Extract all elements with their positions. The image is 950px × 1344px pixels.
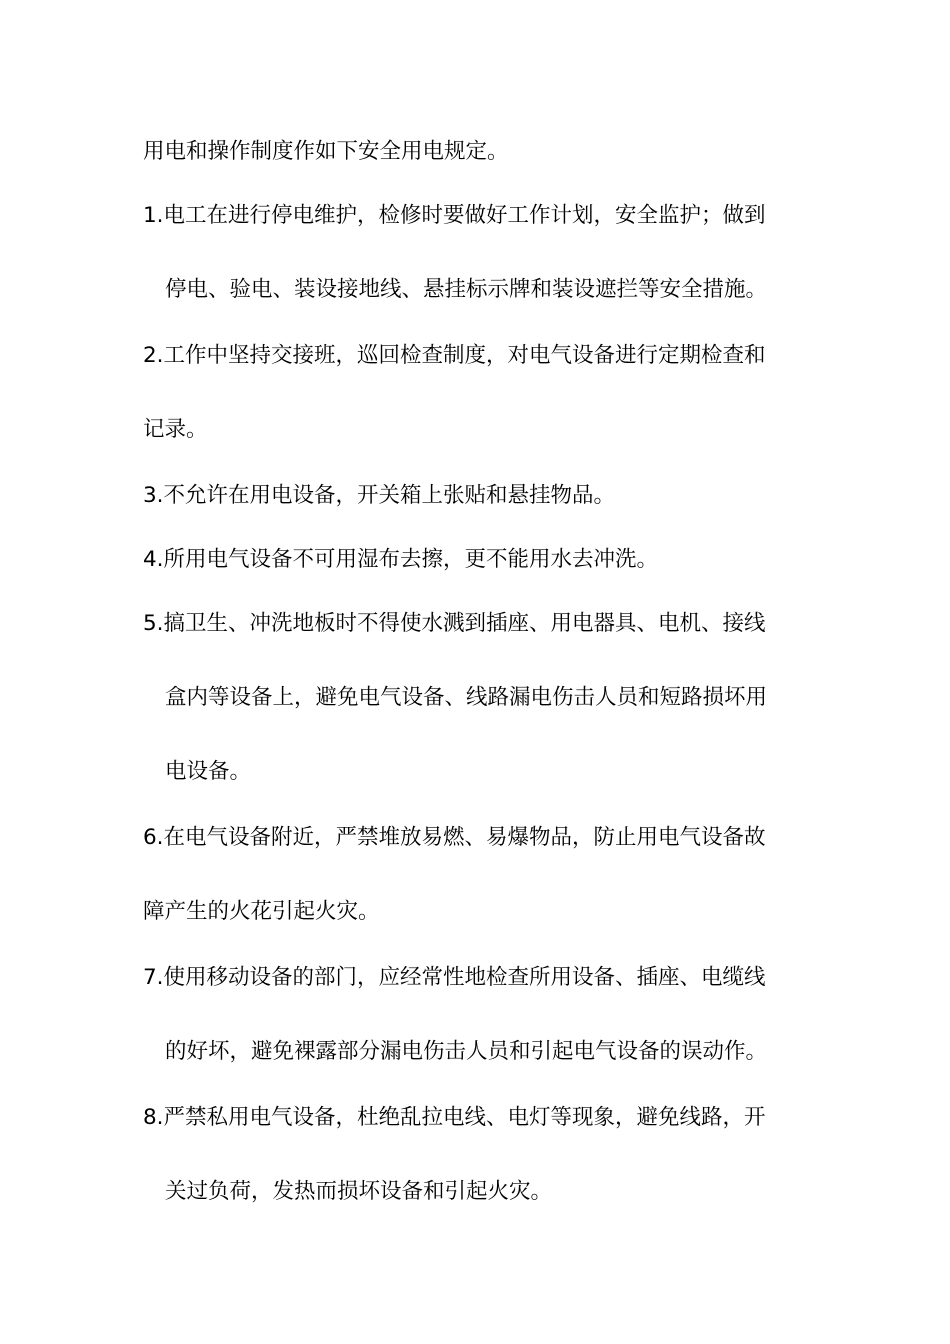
item-7-line-1 [143,964,766,992]
item-8-line-1 [143,1104,766,1132]
item-2-line-1 [143,342,766,370]
item-2-text: 工作中坚持交接班，巡回检查制度，对电气设备进行定期检查和 [163,343,766,368]
item-5-number: 5. [143,611,164,636]
item-2-number: 2. [143,343,164,368]
item-2-line-2: 记录。 [143,417,208,442]
item-1-line-1 [143,202,766,230]
item-6-text: 在电气设备附近，严禁堆放易燃、易爆物品，防止用电气设备故 [163,825,766,850]
item-8-text: 严禁私用电气设备，杜绝乱拉电线、电灯等现象，避免线路，开 [163,1105,766,1130]
item-6-line-2: 障产生的火花引起火灾。 [143,899,380,924]
item-6-line-1 [143,824,766,852]
item-5-line-1 [143,610,766,638]
item-6-number: 6. [143,825,164,850]
intro-line: 用电和操作制度作如下安全用电规定。 [143,139,509,164]
item-3-line-1 [143,482,615,510]
item-3-number: 3. [143,483,164,508]
item-1-number: 1. [143,203,164,228]
item-5-text: 搞卫生、冲洗地板时不得使水溅到插座、用电器具、电机、接线 [163,611,766,636]
item-4-line-1 [143,546,658,574]
item-5-line-2: 盒内等设备上，避免电气设备、线路漏电伤击人员和短路损坏用 [165,685,768,710]
item-7-number: 7. [143,965,164,990]
item-1-line-2: 停电、验电、装设接地线、悬挂标示牌和装设遮拦等安全措施。 [165,277,768,302]
item-5-line-3: 电设备。 [165,759,252,784]
item-8-line-2: 关过负荷，发热而损坏设备和引起火灾。 [165,1179,553,1204]
item-7-line-2: 的好坏，避免裸露部分漏电伤击人员和引起电气设备的误动作。 [165,1039,768,1064]
item-1-text: 电工在进行停电维护，检修时要做好工作计划，安全监护；做到 [163,203,766,228]
item-7-text: 使用移动设备的部门，应经常性地检查所用设备、插座、电缆线 [163,965,766,990]
item-8-number: 8. [143,1105,164,1130]
item-4-text: 所用电气设备不可用湿布去擦，更不能用水去冲洗。 [163,547,659,572]
item-4-number: 4. [143,547,164,572]
item-3-text: 不允许在用电设备，开关箱上张贴和悬挂物品。 [163,483,616,508]
